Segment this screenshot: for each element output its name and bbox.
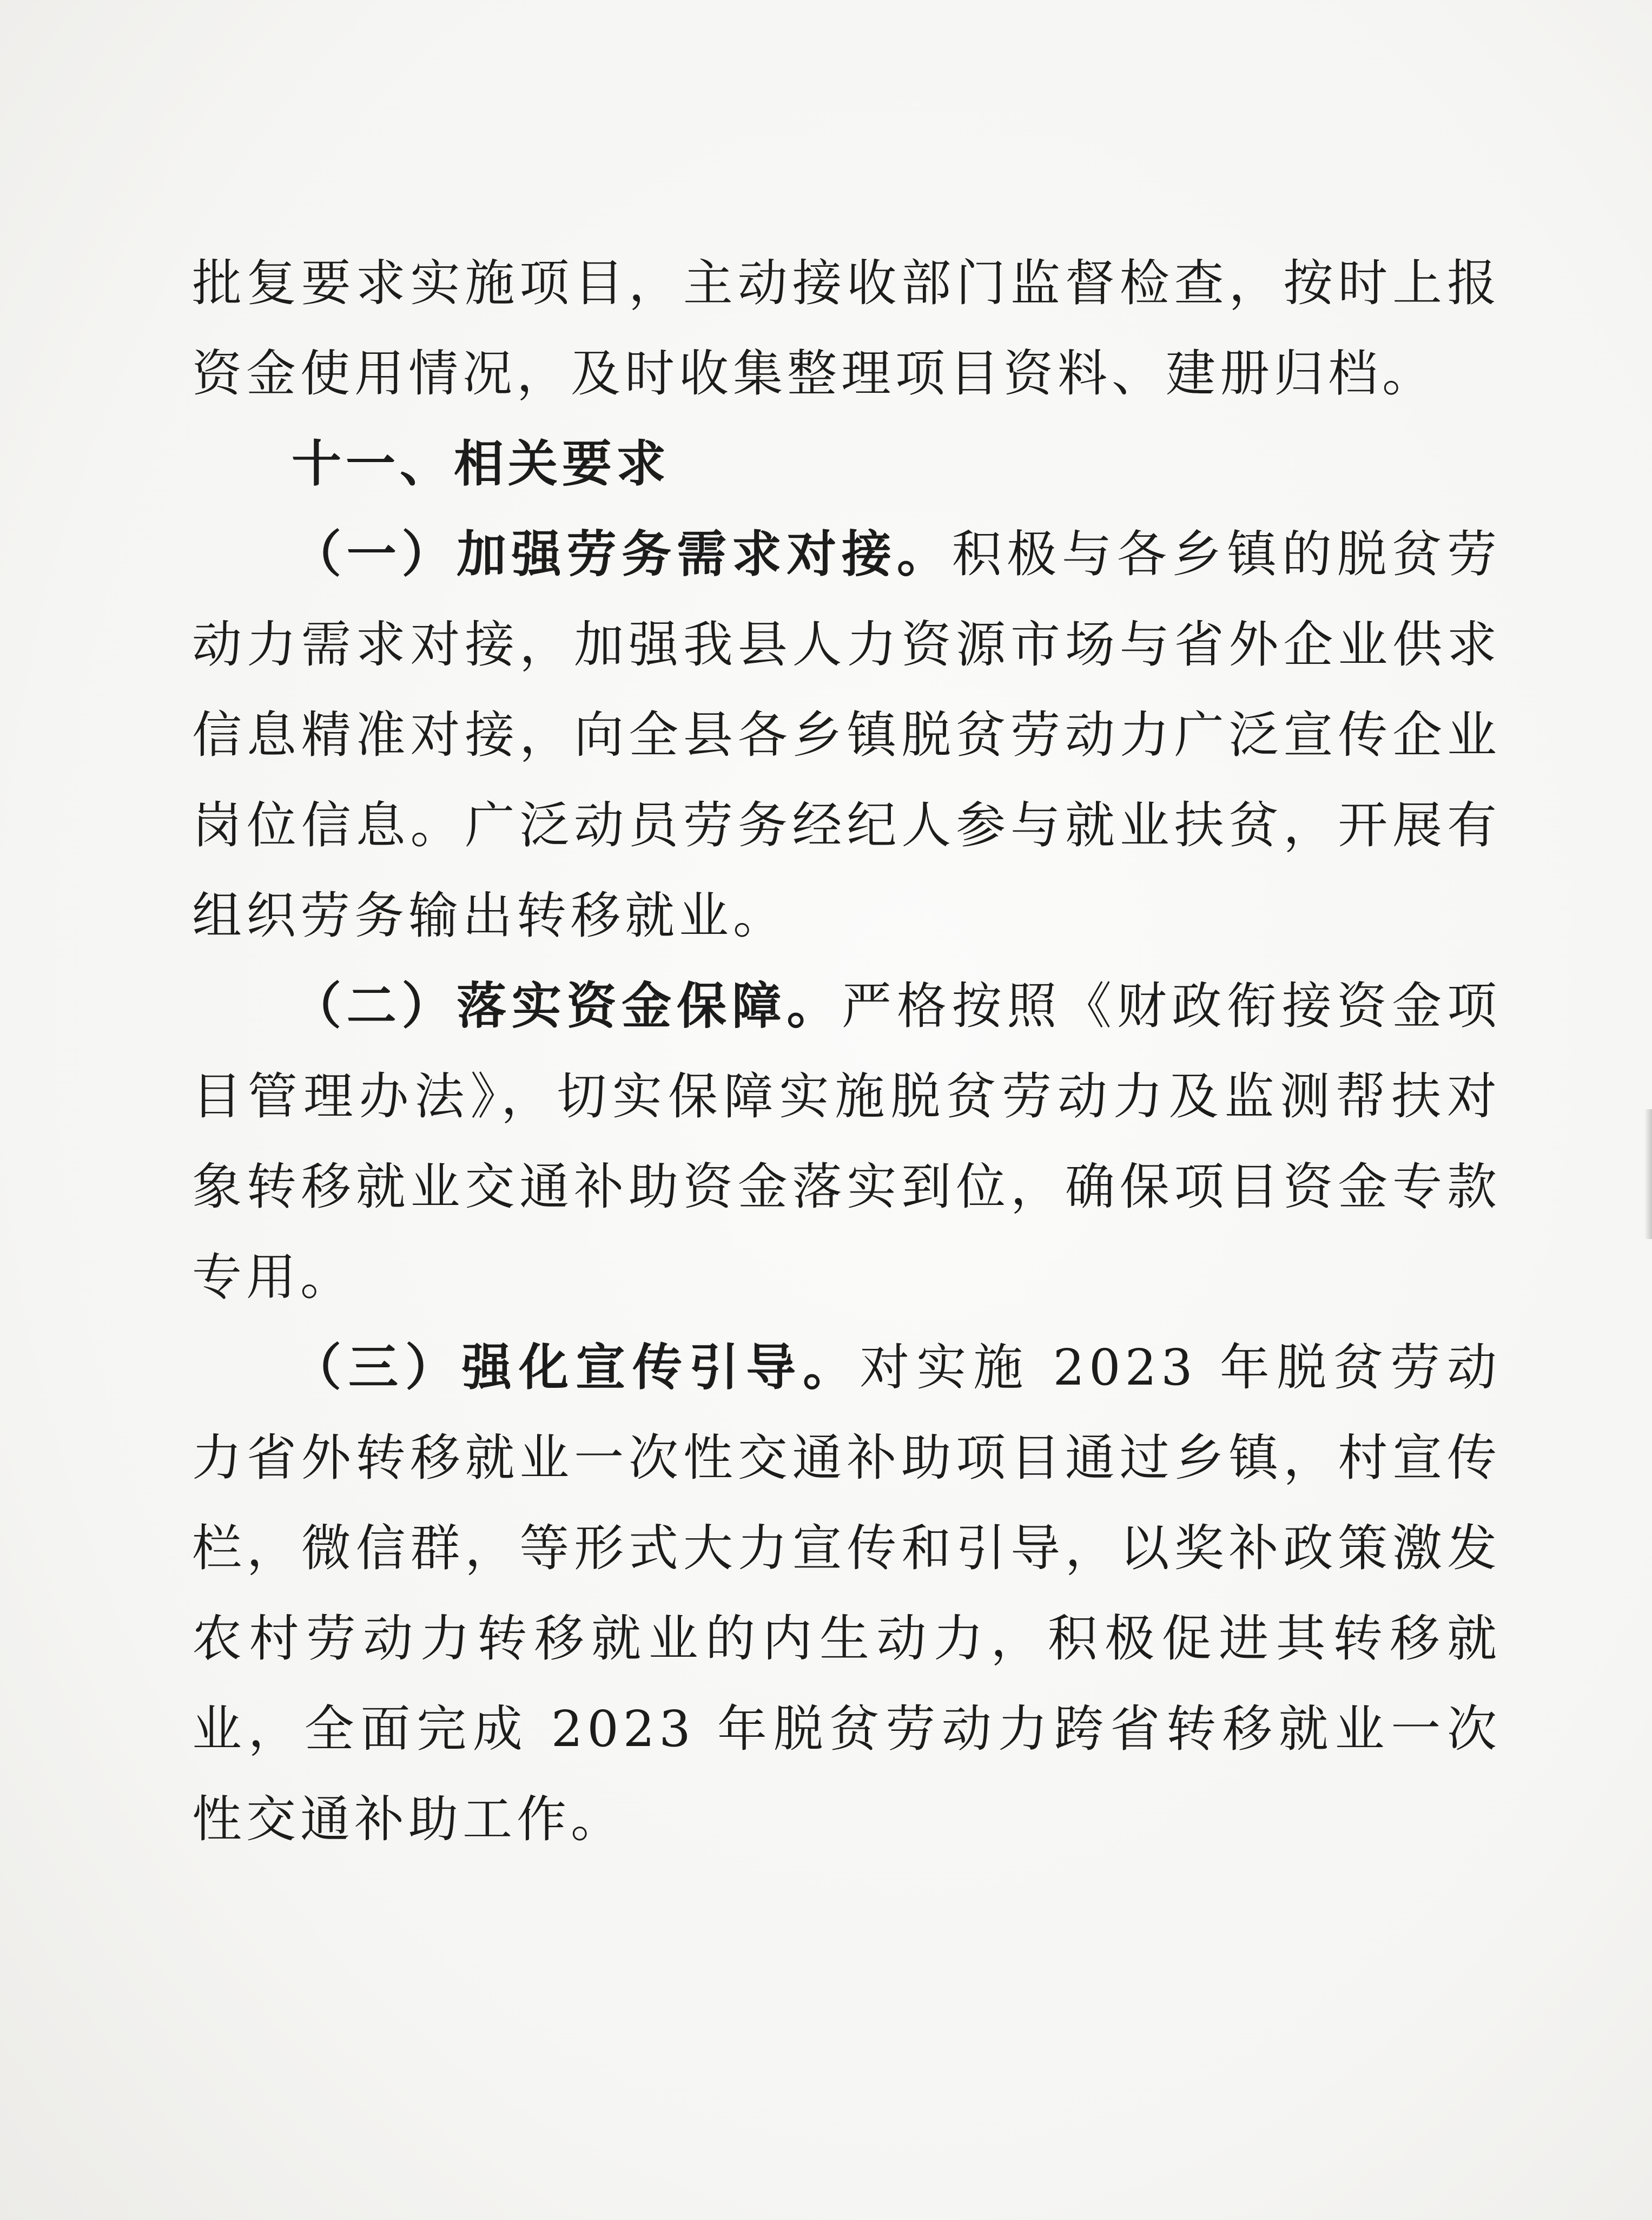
requirement-item-3-text: 对实施 2023 年脱贫劳动力省外转移就业一次性交通补助项目通过乡镇，村宣传栏，微信群，等形式大力宣传和引导，以奖补政策激发农村劳动力转移就业的内生动力，积极促进其转移就业，全面完成 2023 年脱贫劳动力跨省转移就业一次性交通补助工作。 — [192, 1339, 1501, 1848]
requirement-item-1 — [192, 509, 1501, 961]
section-heading: 十一、相关要求 — [292, 435, 671, 493]
requirement-item-1-title: （一）加强劳务需求对接。 — [292, 525, 952, 583]
requirement-item-2-text: 严格按照《财政衔接资金项目管理办法》，切实保障实施脱贫劳动力及监测帮扶对象转移就业交通补助资金落实到位，确保项目资金专款专用。 — [192, 977, 1501, 1306]
requirement-item-3-title: （三）强化宣传引导。 — [292, 1339, 860, 1396]
page-edge-shadow — [1644, 1109, 1652, 1239]
requirement-item-2-title: （二）落实资金保障。 — [292, 977, 842, 1035]
requirement-item-3 — [192, 1322, 1501, 1865]
requirement-item-1-text: 积极与各乡镇的脱贫劳动力需求对接，加强我县人力资源市场与省外企业供求信息精准对接，向全县各乡镇脱贫劳动力广泛宣传企业岗位信息。广泛动员劳务经纪人参与就业扶贫，开展有组织劳务输出转移就业。 — [192, 525, 1501, 945]
document-body — [192, 238, 1501, 1865]
requirement-item-2 — [192, 961, 1501, 1322]
continuation-paragraph: 批复要求实施项目，主动接收部门监督检查，按时上报资金使用情况，及时收集整理项目资料、建册归档。 — [192, 254, 1501, 403]
